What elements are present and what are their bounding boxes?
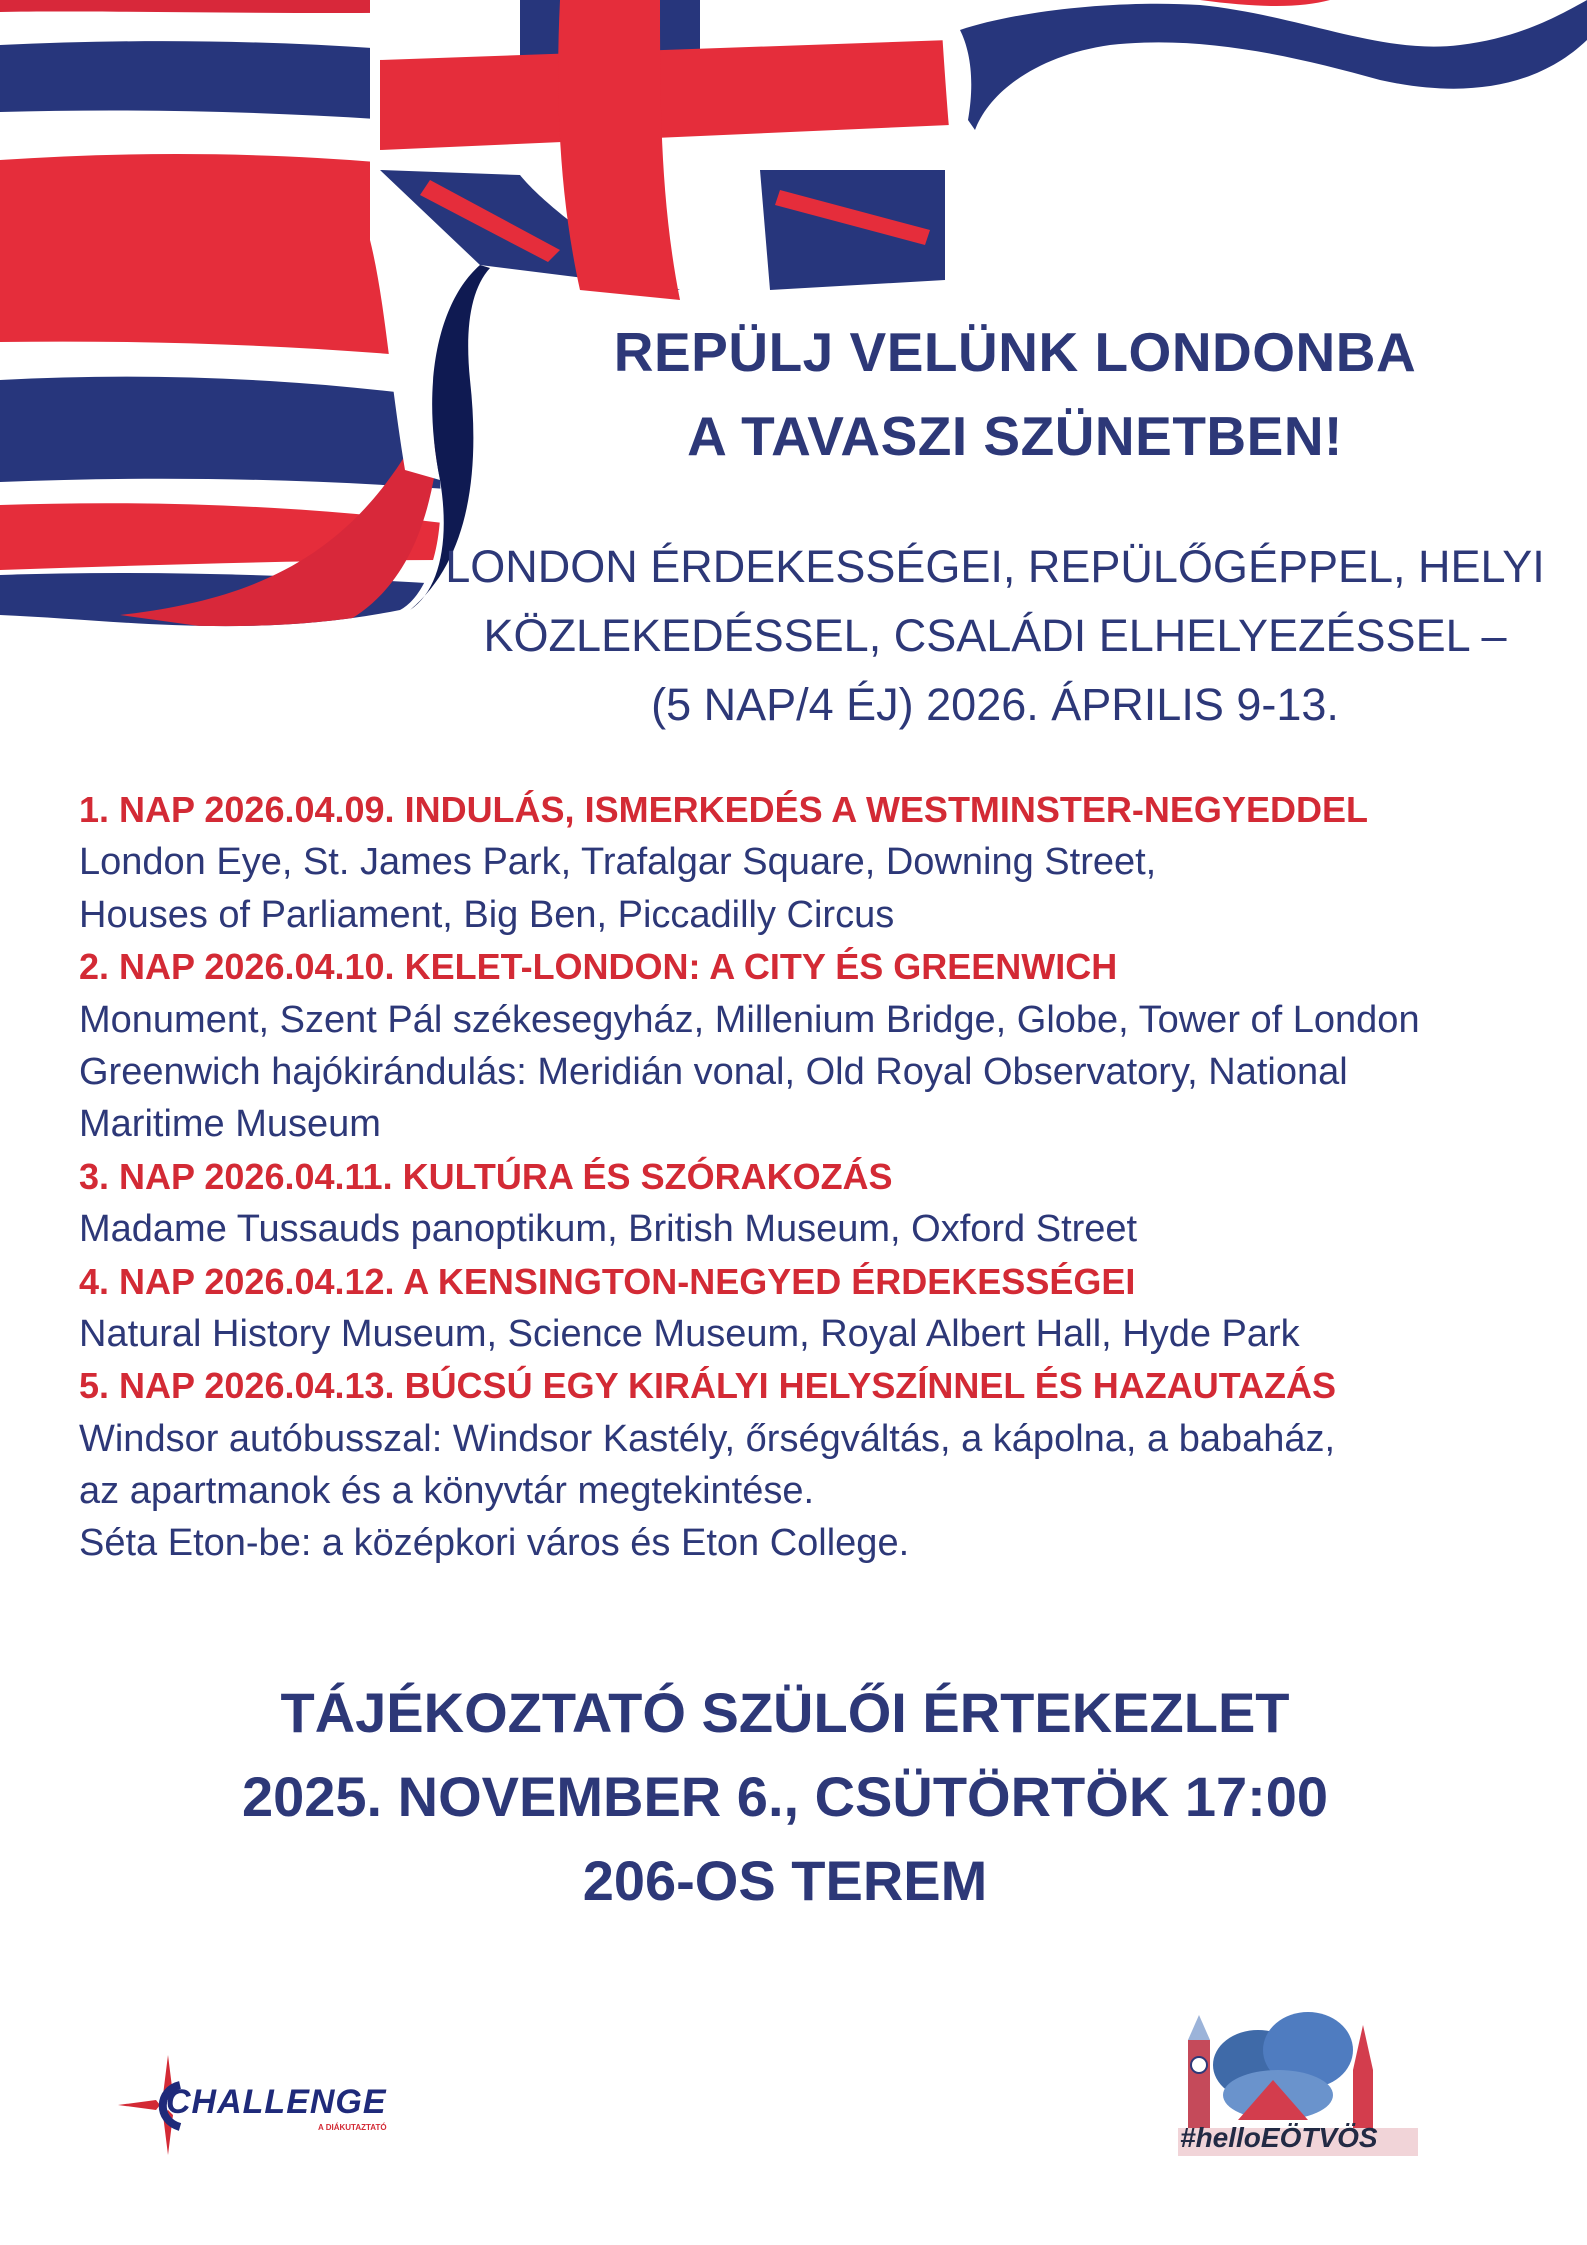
- page-title-line2: A TAVASZI SZÜNETBEN!: [687, 405, 1343, 467]
- itinerary: [79, 784, 1559, 1570]
- day-2-places: Greenwich hajókirándulás: Meridián vonal, Old Royal Observatory, National: [79, 1050, 1348, 1093]
- challenge-logo: [118, 2055, 398, 2155]
- challenge-logo-tagline: A DIÁKUTAZTATÓ: [318, 2123, 387, 2132]
- day-5-places: Séta Eton-be: a középkori város és Eton College.: [79, 1522, 910, 1565]
- day-4-places: Natural History Museum, Science Museum, Royal Albert Hall, Hyde Park: [79, 1312, 1300, 1355]
- day-1-places: Houses of Parliament, Big Ben, Piccadilly Circus: [79, 893, 895, 936]
- flag-union-panel: [370, 0, 962, 610]
- day-3-places: Madame Tussauds panoptikum, British Museum, Oxford Street: [79, 1208, 1138, 1251]
- day-5-places: Windsor autóbusszal: Windsor Kastély, őrségváltás, a kápolna, a babaház,: [79, 1417, 1336, 1460]
- day-1-places: London Eye, St. James Park, Trafalgar Square, Downing Street,: [79, 841, 1157, 884]
- trip-subtitle: [440, 532, 1550, 739]
- subtitle-line: LONDON ÉRDEKESSÉGEI, REPÜLŐGÉPPEL, HELYI: [445, 541, 1545, 592]
- day-5-places: az apartmanok és a könyvtár megtekintése.: [79, 1470, 815, 1513]
- day-2-places: Monument, Szent Pál székesegyház, Millenium Bridge, Globe, Tower of London: [79, 998, 1420, 1041]
- subtitle-line: KÖZLEKEDÉSSEL, CSALÁDI ELHELYEZÉSSEL –: [483, 610, 1507, 661]
- subtitle-line: (5 NAP/4 ÉJ) 2026. ÁPRILIS 9-13.: [651, 679, 1339, 730]
- hello-eotvos-text: #helloEÖTVÖS: [1180, 2122, 1378, 2153]
- day-5-heading: 5. NAP 2026.04.13. BÚCSÚ EGY KIRÁLYI HELYSZÍNNEL ÉS HAZAUTAZÁS: [79, 1365, 1337, 1407]
- day-2-heading: 2. NAP 2026.04.10. KELET-LONDON: A CITY ÉS GREENWICH: [79, 946, 1118, 988]
- day-1-heading: 1. NAP 2026.04.09. INDULÁS, ISMERKEDÉS A WESTMINSTER-NEGYEDDEL: [79, 789, 1368, 830]
- day-3-heading: 3. NAP 2026.04.11. KULTÚRA ÉS SZÓRAKOZÁS: [79, 1155, 893, 1197]
- challenge-logo-text: CHALLENGE: [166, 2083, 387, 2121]
- flag-right-ribbon: [940, 0, 1587, 140]
- hello-eotvos-logo: [1178, 2010, 1428, 2160]
- day-4-heading: 4. NAP 2026.04.12. A KENSINGTON-NEGYED ÉRDEKESSÉGEI: [79, 1260, 1136, 1302]
- page-title-line1: REPÜLJ VELÜNK LONDONBA: [613, 321, 1417, 383]
- day-2-places: Maritime Museum: [79, 1103, 381, 1146]
- meeting-title: TÁJÉKOZTATÓ SZÜLŐI ÉRTEKEZLET: [280, 1681, 1290, 1744]
- meeting-room: 206-OS TEREM: [582, 1849, 988, 1912]
- meeting-datetime: 2025. NOVEMBER 6., CSÜTÖRTÖK 17:00: [241, 1765, 1329, 1828]
